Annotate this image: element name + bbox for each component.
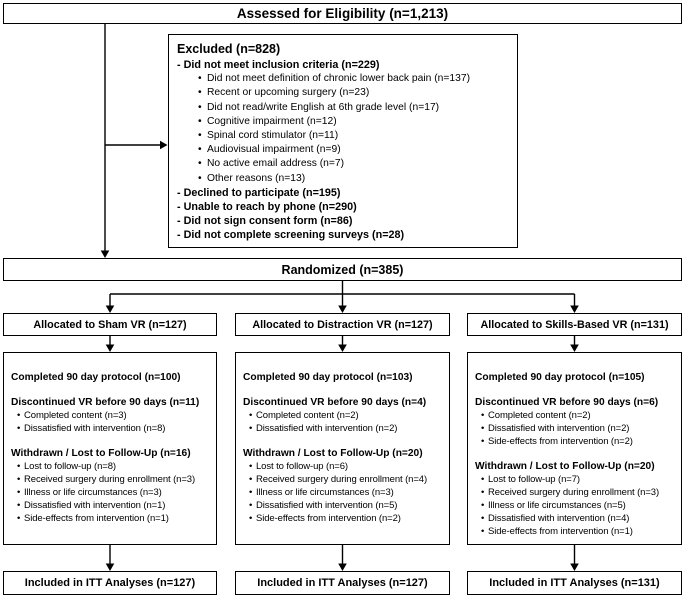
withdrawn-item: • Received surgery during enrollment (n=3) [475,486,677,499]
itt-box-skills-based-vr [467,571,682,595]
withdrawn-item: • Illness or life circumstances (n=3) [243,486,445,499]
excluded-title: Excluded (n=828) [177,42,281,56]
completed-protocol-line: Completed 90 day protocol (n=105) [475,372,645,383]
excluded-reason-line: - Did not complete screening surveys (n=28) [177,229,405,242]
discontinued-item: • Dissatisfied with intervention (n=2) [243,422,445,435]
discontinued-heading: Discontinued VR before 90 days (n=4) [243,397,427,408]
discontinued-item: • Side-effects from intervention (n=2) [475,435,677,448]
arrow-alloc-2 [338,306,347,314]
discontinued-item: • Completed content (n=2) [475,409,677,422]
assessed-title: Assessed for Eligibility (n=1,213) [236,6,449,21]
itt-label: Included in ITT Analyses (n=131) [489,577,660,589]
arrow-right-excluded [160,141,168,150]
arrow-outcome-2 [338,345,347,353]
arrow-outcome-1 [106,345,115,353]
arrow-itt-3 [570,564,579,572]
excluded-reason-line: - Declined to participate (n=195) [177,186,341,199]
allocation-label: Allocated to Skills-Based VR (n=131) [480,318,669,331]
excluded-box [168,34,518,248]
withdrawn-section [11,447,212,525]
discontinued-section [243,396,445,435]
excluded-reason-line: - Unable to reach by phone (n=290) [177,201,357,214]
withdrawn-item: • Side-effects from intervention (n=2) [243,512,445,525]
withdrawn-item: • Side-effects from intervention (n=1) [475,525,677,538]
lines-to-allocation [110,294,575,306]
withdrawn-section [243,447,445,525]
withdrawn-heading: Withdrawn / Lost to Follow-Up (n=16) [11,448,191,459]
allocation-box-sham-vr [3,313,217,336]
discontinued-heading: Discontinued VR before 90 days (n=6) [475,397,659,408]
excluded-inclusion-label: - Did not meet inclusion criteria (n=229) [177,59,380,71]
withdrawn-item: • Illness or life circumstances (n=3) [11,486,212,499]
arrow-down-randomized [101,251,110,259]
lines-to-itt [110,545,575,564]
itt-label: Included in ITT Analyses (n=127) [257,577,428,589]
withdrawn-section [475,460,677,538]
withdrawn-item: • Lost to follow-up (n=6) [243,460,445,473]
allocation-label: Allocated to Sham VR (n=127) [33,318,187,331]
allocation-box-distraction-vr [235,313,450,336]
itt-box-distraction-vr [235,571,450,595]
arrow-outcome-3 [570,345,579,353]
completed-protocol-line: Completed 90 day protocol (n=103) [243,372,413,383]
randomized-box [3,258,682,281]
discontinued-section [11,396,212,435]
excluded-inclusion-item: • Did not meet definition of chronic lower back pain (n=137) [177,72,511,86]
excluded-inclusion-item: • Other reasons (n=13) [177,172,511,186]
completed-protocol-line: Completed 90 day protocol (n=100) [11,372,181,383]
withdrawn-item: • Lost to follow-up (n=8) [11,460,212,473]
assessed-box [3,3,682,24]
excluded-inclusion-item: • No active email address (n=7) [177,157,511,171]
discontinued-item: • Dissatisfied with intervention (n=2) [475,422,677,435]
withdrawn-heading: Withdrawn / Lost to Follow-Up (n=20) [243,448,423,459]
lines-to-outcomes [110,336,575,345]
withdrawn-item: • Received surgery during enrollment (n=4) [243,473,445,486]
withdrawn-item: • Dissatisfied with intervention (n=4) [475,512,677,525]
withdrawn-heading: Withdrawn / Lost to Follow-Up (n=20) [475,461,655,472]
outcome-box-sham-vr [3,352,217,545]
arrow-itt-1 [106,564,115,572]
withdrawn-item: • Received surgery during enrollment (n=3) [11,473,212,486]
itt-box-sham-vr [3,571,217,595]
excluded-inclusion-item: • Did not read/write English at 6th grade level (n=17) [177,101,511,115]
itt-label: Included in ITT Analyses (n=127) [24,577,196,589]
discontinued-item: • Completed content (n=2) [243,409,445,422]
discontinued-section [475,396,677,448]
discontinued-item: • Dissatisfied with intervention (n=8) [11,422,212,435]
arrow-itt-2 [338,564,347,572]
outcome-box-distraction-vr [235,352,450,545]
arrow-alloc-3 [570,306,579,314]
withdrawn-item: • Lost to follow-up (n=7) [475,473,677,486]
withdrawn-item: • Dissatisfied with intervention (n=5) [243,499,445,512]
withdrawn-item: • Dissatisfied with intervention (n=1) [11,499,212,512]
excluded-reason-line: - Did not sign consent form (n=86) [177,215,353,228]
withdrawn-item: • Illness or life circumstances (n=5) [475,499,677,512]
excluded-inclusion-item: • Recent or upcoming surgery (n=23) [177,86,511,100]
excluded-inclusion-item: • Spinal cord stimulator (n=11) [177,129,511,143]
allocation-box-skills-based-vr [467,313,682,336]
arrow-alloc-1 [106,306,115,314]
discontinued-item: • Completed content (n=3) [11,409,212,422]
discontinued-heading: Discontinued VR before 90 days (n=11) [11,397,200,408]
outcome-box-skills-based-vr [467,352,682,545]
excluded-inclusion-item: • Audiovisual impairment (n=9) [177,143,511,157]
withdrawn-item: • Side-effects from intervention (n=1) [11,512,212,525]
excluded-inclusion-item: • Cognitive impairment (n=12) [177,115,511,129]
allocation-label: Allocated to Distraction VR (n=127) [252,318,433,331]
randomized-title: Randomized (n=385) [281,262,404,277]
